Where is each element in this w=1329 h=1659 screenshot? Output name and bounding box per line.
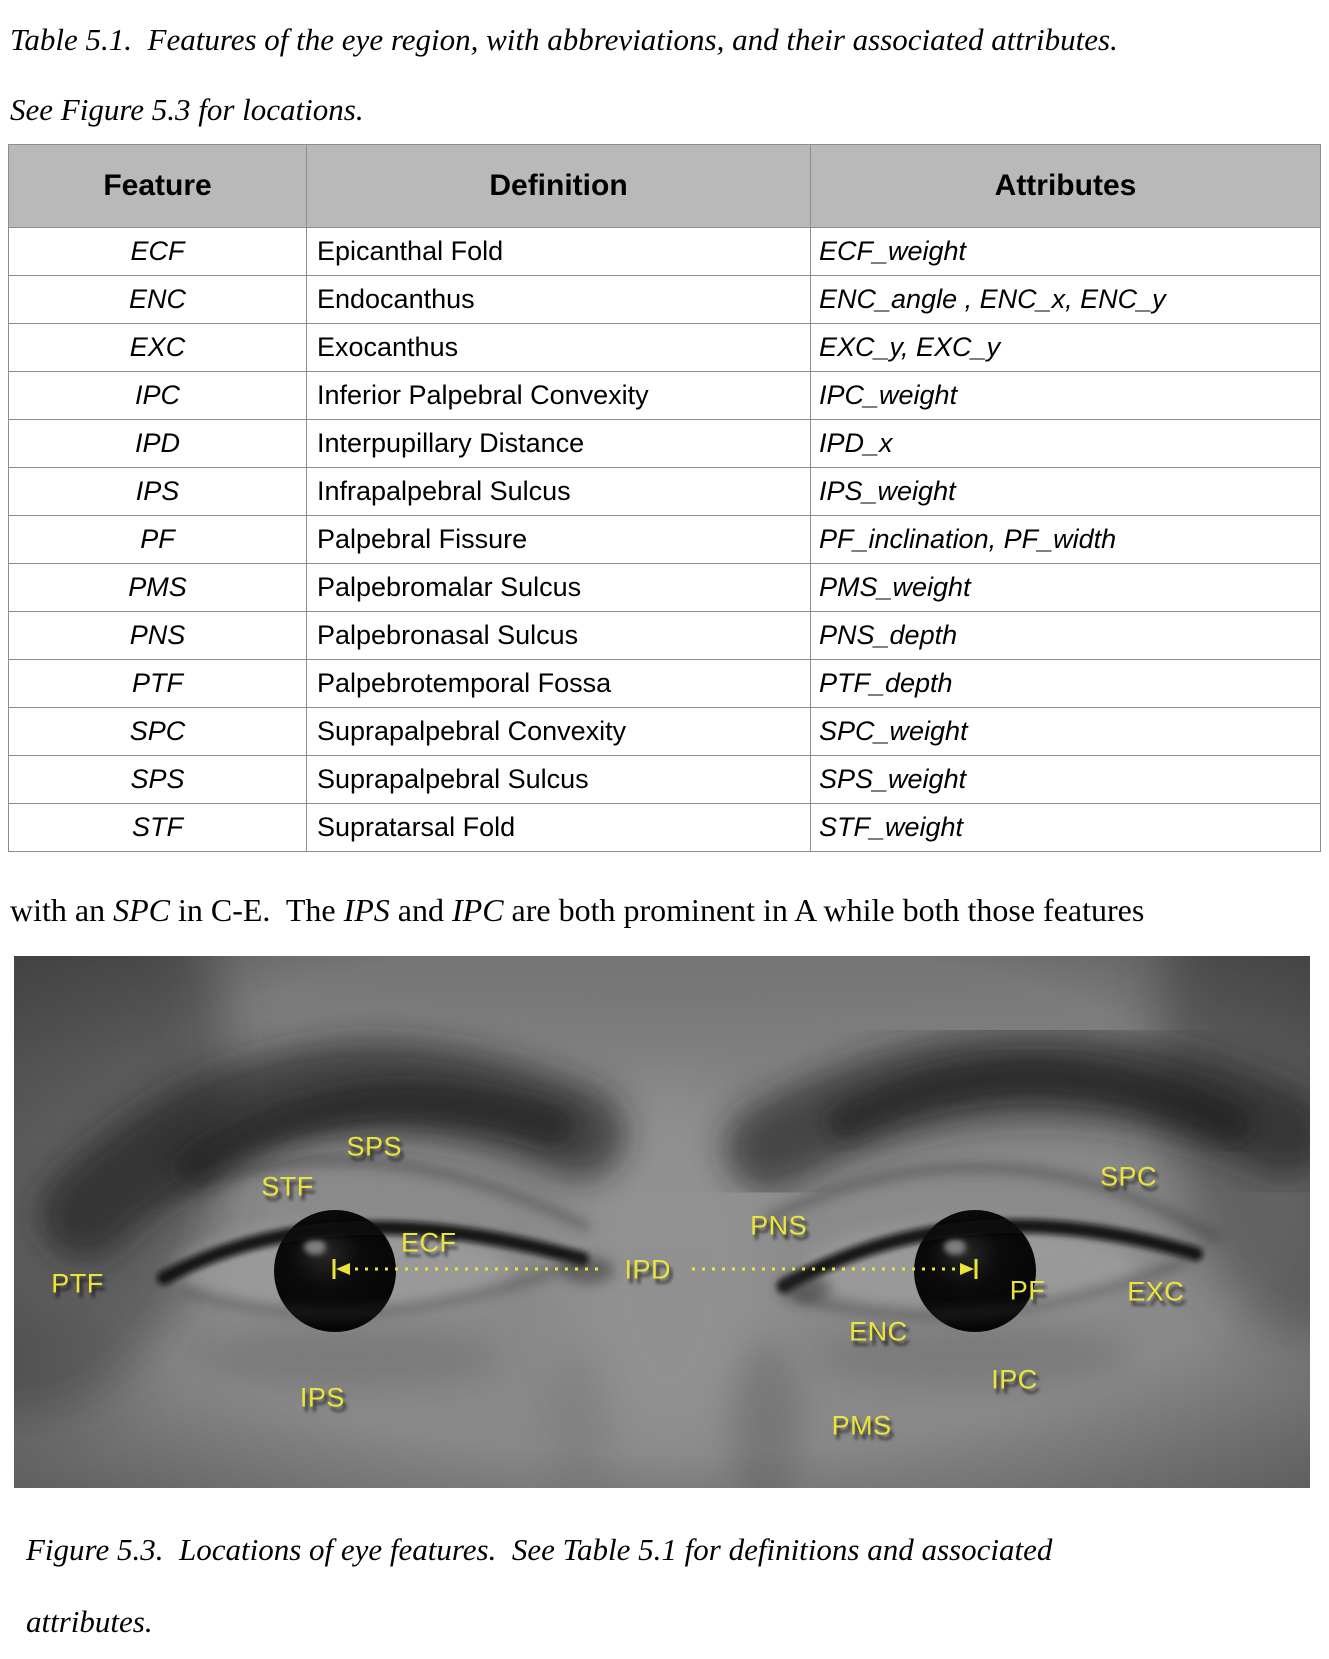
definition-cell: Palpebromalar Sulcus	[307, 564, 811, 612]
definition-cell: Inferior Palpebral Convexity	[307, 372, 811, 420]
body-text-segment: with an	[10, 892, 114, 928]
feature-abbrev-cell: PNS	[9, 612, 307, 660]
ipd-dotted-segment-left	[355, 1267, 605, 1270]
body-text-abbrev: IPS	[343, 892, 390, 928]
table-caption-line-1: Table 5.1. Features of the eye region, with abbreviations, and their associated attributes.	[10, 22, 1118, 57]
figure-label-stf: STF	[261, 1171, 314, 1202]
figure-label-ecf: ECF	[400, 1227, 457, 1258]
feature-abbrev-cell: EXC	[9, 324, 307, 372]
attributes-cell: IPC_weight	[811, 372, 1321, 420]
figure-label-pf: PF	[1009, 1275, 1046, 1306]
feature-abbrev-cell: IPC	[9, 372, 307, 420]
definition-cell: Palpebral Fissure	[307, 516, 811, 564]
body-text-abbrev: IPC	[452, 892, 504, 928]
eye-region-photo	[14, 956, 1310, 1488]
figure-label-ips: IPS	[299, 1382, 345, 1413]
table-row	[9, 324, 1321, 372]
table-row	[9, 516, 1321, 564]
attributes-cell: STF_weight	[811, 804, 1321, 852]
attributes-cell: EXC_y, EXC_y	[811, 324, 1321, 372]
ipd-dotted-segment-right	[692, 1267, 955, 1270]
definition-cell: Suprapalpebral Convexity	[307, 708, 811, 756]
table-header-row	[9, 145, 1321, 228]
ipd-arrowhead-right	[960, 1263, 974, 1275]
feature-abbrev-cell: PMS	[9, 564, 307, 612]
table-caption-line-2: See Figure 5.3 for locations.	[10, 92, 364, 127]
attributes-cell: SPC_weight	[811, 708, 1321, 756]
attributes-cell: PNS_depth	[811, 612, 1321, 660]
table-row	[9, 372, 1321, 420]
attributes-cell: ECF_weight	[811, 228, 1321, 276]
table-row	[9, 276, 1321, 324]
body-paragraph	[10, 892, 1144, 929]
feature-abbrev-cell: PF	[9, 516, 307, 564]
table-row	[9, 228, 1321, 276]
feature-abbrev-cell: ECF	[9, 228, 307, 276]
figure-label-enc: ENC	[849, 1316, 908, 1347]
attributes-cell: IPD_x	[811, 420, 1321, 468]
body-text-segment: are both prominent in A while both those features	[503, 892, 1145, 928]
table-row	[9, 612, 1321, 660]
table-row	[9, 708, 1321, 756]
ipd-endbar-right	[974, 1259, 977, 1279]
definition-cell: Endocanthus	[307, 276, 811, 324]
definition-cell: Palpebrotemporal Fossa	[307, 660, 811, 708]
attributes-cell: IPS_weight	[811, 468, 1321, 516]
table-row	[9, 468, 1321, 516]
table-row	[9, 564, 1321, 612]
table-row	[9, 420, 1321, 468]
body-text-abbrev: SPC	[113, 892, 170, 928]
table-row	[9, 756, 1321, 804]
definition-cell: Epicanthal Fold	[307, 228, 811, 276]
attributes-cell: PF_inclination, PF_width	[811, 516, 1321, 564]
figure-label-sps: SPS	[346, 1131, 403, 1162]
body-text-segment: in C-E. The	[169, 892, 344, 928]
body-text-segment: and	[389, 892, 452, 928]
attributes-cell: ENC_angle , ENC_x, ENC_y	[811, 276, 1321, 324]
definition-cell: Infrapalpebral Sulcus	[307, 468, 811, 516]
table-body	[9, 228, 1321, 852]
figure-label-ipd: IPD	[624, 1254, 671, 1285]
figure-label-spc: SPC	[1100, 1161, 1158, 1192]
definition-cell: Suprapalpebral Sulcus	[307, 756, 811, 804]
figure-label-ptf: PTF	[51, 1268, 104, 1299]
attributes-cell: SPS_weight	[811, 756, 1321, 804]
ipd-arrowhead-left	[336, 1263, 350, 1275]
header-feature: Feature	[9, 145, 307, 228]
table-row	[9, 804, 1321, 852]
figure-label-pns: PNS	[750, 1210, 808, 1241]
definition-cell: Supratarsal Fold	[307, 804, 811, 852]
eye-region-figure	[14, 956, 1310, 1488]
attributes-cell: PTF_depth	[811, 660, 1321, 708]
feature-abbrev-cell: PTF	[9, 660, 307, 708]
attributes-cell: PMS_weight	[811, 564, 1321, 612]
figure-label-ipc: IPC	[991, 1364, 1038, 1395]
feature-abbrev-cell: SPS	[9, 756, 307, 804]
feature-abbrev-cell: IPS	[9, 468, 307, 516]
header-definition: Definition	[307, 145, 811, 228]
figure-caption-line-1: Figure 5.3. Locations of eye features. See Table 5.1 for definitions and associated	[26, 1532, 1053, 1567]
feature-abbrev-cell: IPD	[9, 420, 307, 468]
table-row	[9, 660, 1321, 708]
definition-cell: Palpebronasal Sulcus	[307, 612, 811, 660]
figure-label-pms: PMS	[831, 1410, 892, 1441]
header-attributes: Attributes	[811, 145, 1321, 228]
figure-caption-line-2: attributes.	[26, 1604, 153, 1639]
eye-features-table	[8, 144, 1321, 852]
figure-label-exc: EXC	[1127, 1276, 1185, 1307]
feature-abbrev-cell: SPC	[9, 708, 307, 756]
feature-abbrev-cell: STF	[9, 804, 307, 852]
definition-cell: Interpupillary Distance	[307, 420, 811, 468]
definition-cell: Exocanthus	[307, 324, 811, 372]
feature-abbrev-cell: ENC	[9, 276, 307, 324]
